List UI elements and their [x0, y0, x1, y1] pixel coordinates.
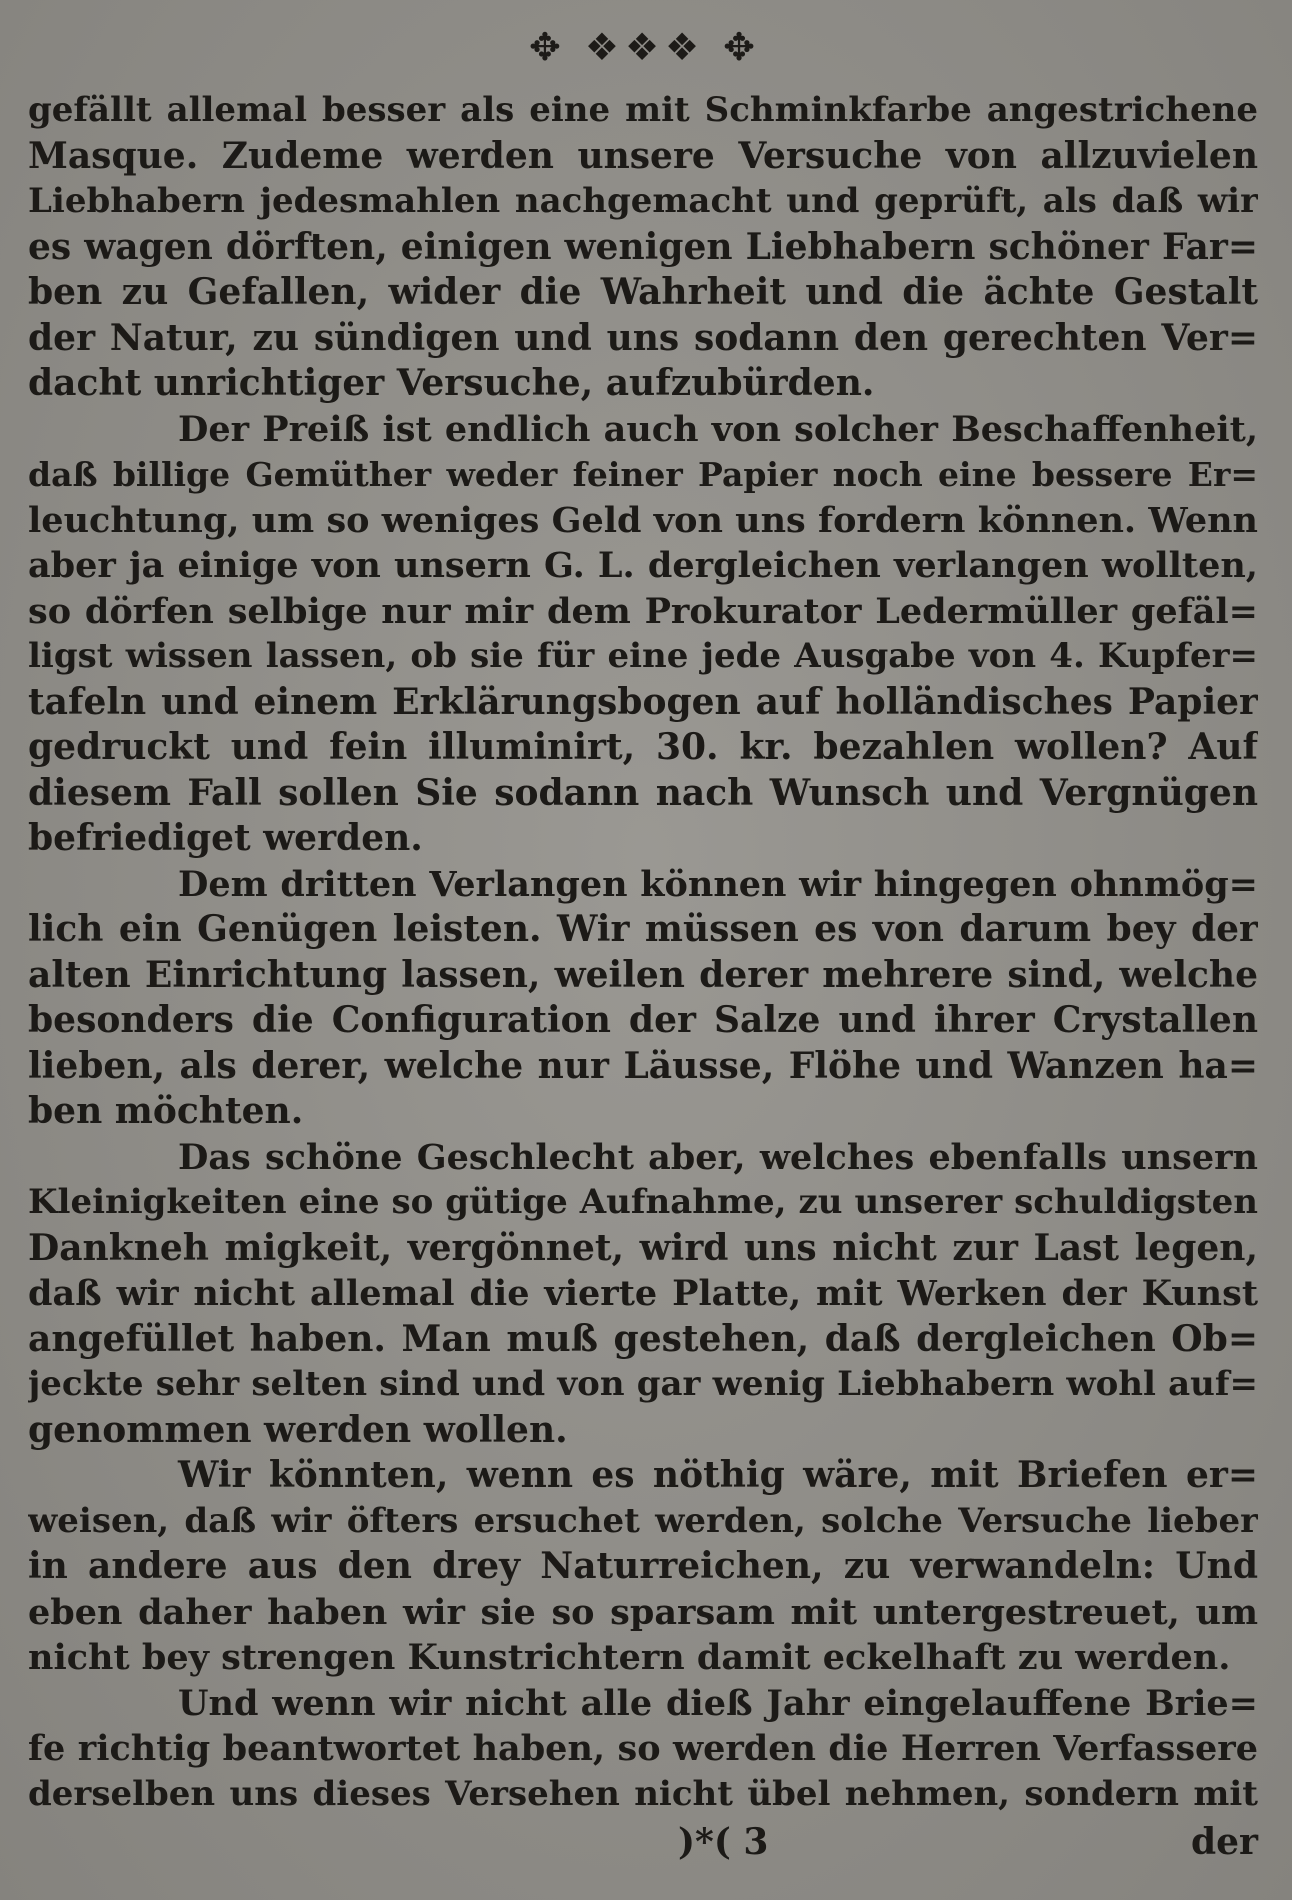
text-line: leuchtung, um so weniges Geld von uns fordern können. Wenn [28, 499, 1258, 541]
paragraph-start-line: Und wenn wir nicht alle dieß Jahr eingelauffene Brie= [178, 1682, 1258, 1724]
text-line: lieben, als derer, welche nur Läusse, Flöhe und Wanzen ha= [28, 1044, 1258, 1087]
paragraph-start-line: Das schöne Geschlecht aber, welches ebenfalls unsern [178, 1136, 1258, 1178]
text-line: aber ja einige von unsern G. L. dergleichen verlangen wollten, [28, 545, 1258, 586]
text-line: weisen, daß wir öfters ersuchet werden, solche Versuche lieber [28, 1500, 1258, 1541]
text-line: gedruckt und fein illuminirt, 30. kr. bezahlen wollen? Auf [28, 726, 1258, 768]
text-line: es wagen dörften, einigen wenigen Liebhabern schöner Far= [28, 225, 1258, 268]
text-line: Dankneh migkeit, vergönnet, wird uns nicht zur Last legen, [28, 1226, 1258, 1269]
text-line: gefällt allemal besser als eine mit Schminkfarbe angestrichene [28, 90, 1258, 130]
text-line: daß wir nicht allemal die vierte Platte, mit Werken der Kunst [28, 1273, 1258, 1314]
catchword: der [1190, 1821, 1258, 1863]
paragraph-start-line: Dem dritten Verlangen können wir hingegen ohnmög= [178, 863, 1258, 905]
paragraph-start-line: Wir könnten, wenn es nöthig wäre, mit Briefen er= [178, 1454, 1258, 1496]
text-line: alten Einrichtung lassen, weilen derer mehrere sind, welche [28, 953, 1258, 996]
text-line: fe richtig beantwortet haben, so werden die Herren Verfassere [28, 1728, 1258, 1769]
text-line: so dörfen selbige nur mir dem Prokurator Ledermüller gefäl= [28, 590, 1258, 632]
text-line: befriediget werden. [28, 817, 423, 859]
text-line: daß billige Gemüther weder feiner Papier noch eine bessere Er= [28, 455, 1258, 494]
text-line: Kleinigkeiten eine so gütige Aufnahme, zu unserer schuldigsten [28, 1182, 1258, 1222]
text-line: besonders die Configuration der Salze und ihrer Crystallen [28, 999, 1258, 1041]
text-line: dacht unrichtiger Versuche, aufzubürden. [28, 362, 875, 404]
text-line: in andere aus den drey Naturreichen, zu verwandeln: Und [28, 1545, 1258, 1587]
text-line: jeckte sehr selten sind und von gar wenig Liebhabern wohl auf= [28, 1364, 1258, 1404]
text-line: Masque. Zudeme werden unsere Versuche von allzuvielen [28, 134, 1258, 177]
text-line: angefüllet haben. Man muß gestehen, daß dergleichen Ob= [28, 1317, 1258, 1360]
signature-mark: )*( 3 [678, 1821, 769, 1863]
body-text [28, 88, 1258, 1817]
text-line: der Natur, zu sündigen und uns sodann den gerechten Ver= [28, 316, 1258, 359]
text-line: ligst wissen lassen, ob sie für eine jede Ausgabe von 4. Kupfer= [28, 636, 1258, 676]
text-line: derselben uns dieses Versehen nicht übel nehmen, sondern mit [28, 1773, 1258, 1814]
text-line: ben zu Gefallen, wider die Wahrheit und die ächte Gestalt [28, 271, 1258, 313]
header-ornament: ✥ ❖❖❖ ✥ [528, 25, 762, 69]
text-line: tafeln und einem Erklärungsbogen auf holländisches Papier [28, 680, 1258, 723]
text-line: eben daher haben wir sie so sparsam mit untergestreuet, um [28, 1591, 1258, 1633]
text-line: genommen werden wollen. [28, 1408, 568, 1451]
text-line: lich ein Genügen leisten. Wir müssen es von darum bey der [28, 908, 1258, 950]
paragraph-start-line: Der Preiß ist endlich auch von solcher Beschaffenheit, [178, 408, 1258, 450]
text-line: diesem Fall sollen Sie sodann nach Wunsch und Vergnügen [28, 771, 1258, 814]
text-line: nicht bey strengen Kunstrichtern damit eckelhaft zu werden. [28, 1637, 1231, 1678]
text-line: Liebhabern jedesmahlen nachgemacht und geprüft, als daß wir [28, 181, 1258, 221]
text-line: ben möchten. [28, 1090, 304, 1132]
page-footer [28, 1818, 1258, 1866]
